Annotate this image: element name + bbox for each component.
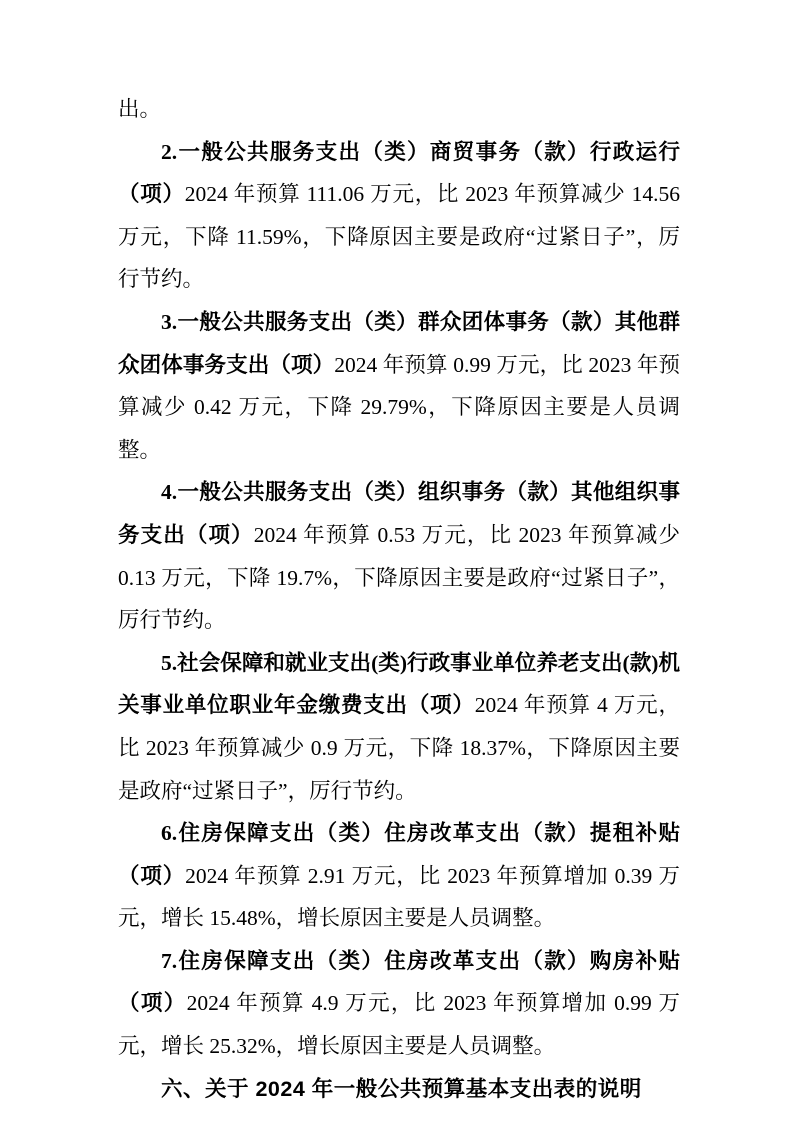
item-heading-run: 2.一般公共服务支出（类）商贸事务（款）行政运行（项） [118, 139, 680, 207]
paragraph-item-3 [118, 301, 680, 471]
text-run: 2024 年预算 0.53 万元，比 2023 年预算减少 0.13 万元，下降 19.7%，下降原因主要是政府“过紧日子”，厉行节约。 [118, 522, 680, 633]
text-run: 2024 年预算 4 万元，比 2023 年预算减少 0.9 万元，下降 18.37%，下降原因主要是政府“过紧日子”，厉行节约。 [118, 693, 680, 803]
item-heading-run: 6.住房保障支出（类）住房改革支出（款）提租补贴（项） [118, 821, 680, 888]
text-run: 2024 年预算 111.06 万元，比 2023 年预算减少 14.56 万元，下降 11.59%，下降原因主要是政府“过紧日子”，厉行节约。 [118, 182, 680, 292]
paragraph-item-4 [118, 471, 680, 641]
paragraph-item-5 [118, 642, 680, 812]
item-heading-run: 7.住房保障支出（类）住房改革支出（款）购房补贴（项） [118, 948, 680, 1016]
paragraph-item-6 [118, 812, 680, 940]
item-heading-run: 3.一般公共服务支出（类）群众团体事务（款）其他群众团体事务支出（项） [118, 309, 680, 377]
text-run: 出。 [118, 97, 162, 121]
document-body [118, 88, 680, 1110]
paragraph-continuation [118, 88, 680, 131]
text-run: 2024 年预算 2.91 万元，比 2023 年预算增加 0.39 万元，增长 15.48%，增长原因主要是人员调整。 [118, 863, 680, 931]
item-heading-run: 4.一般公共服务支出（类）组织事务（款）其他组织事务支出（项） [118, 480, 680, 547]
paragraph-item-7 [118, 940, 680, 1068]
item-heading-run: 5.社会保障和就业支出(类)行政事业单位养老支出(款)机关事业单位职业年金缴费支出（项） [118, 650, 680, 718]
section-heading: 六、关于 2024 年一般公共预算基本支出表的说明 [161, 1076, 642, 1101]
text-run: 2024 年预算 4.9 万元，比 2023 年预算增加 0.99 万元，增长 25.32%，增长原因主要是人员调整。 [118, 991, 680, 1059]
text-run: 2024 年预算 0.99 万元，比 2023 年预算减少 0.42 万元，下降 29.79%，下降原因主要是人员调整。 [118, 352, 680, 462]
paragraph-item-2 [118, 131, 680, 301]
